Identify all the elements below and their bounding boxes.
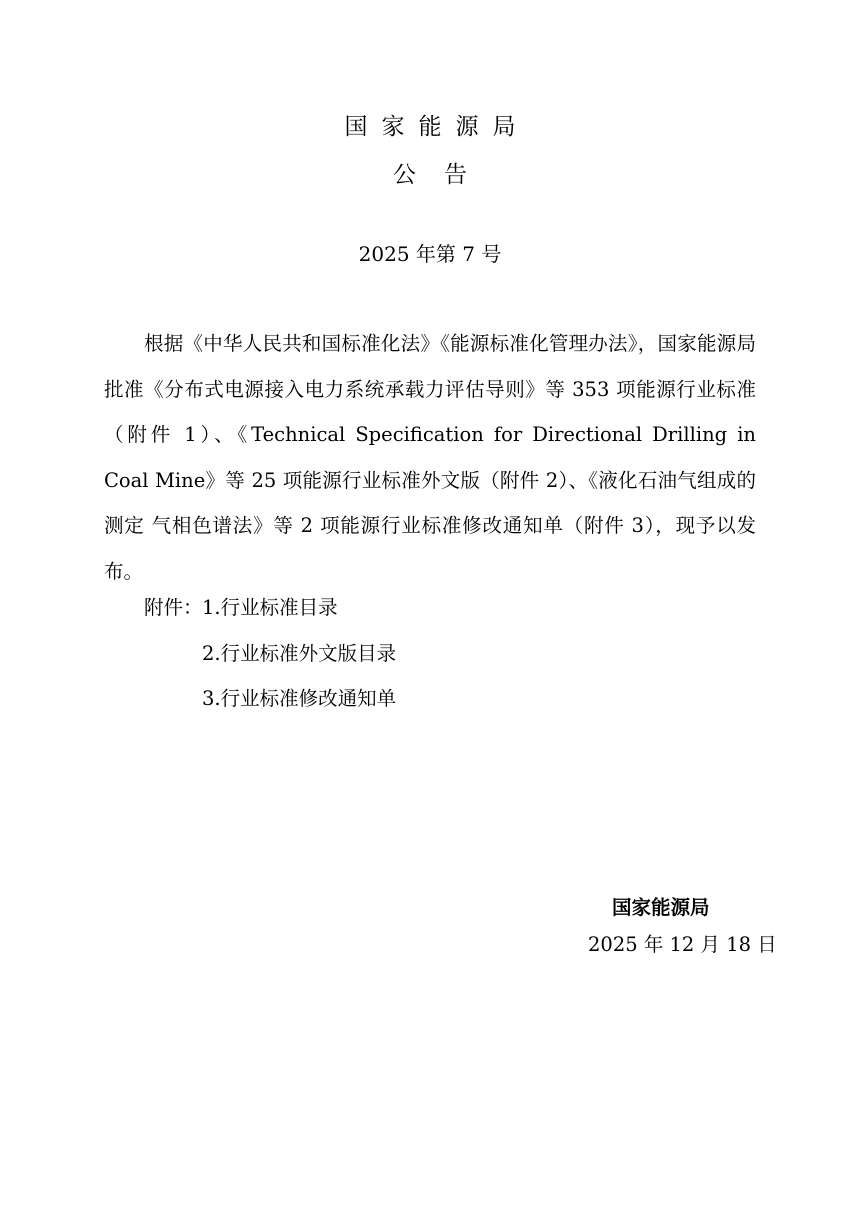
attachment-item [144,585,396,631]
attachment-item-label: 1.行业标准目录 [202,596,338,619]
attachments-list [144,585,396,722]
document-number: 2025 年第 7 号 [358,242,502,266]
attachment-indent [144,631,202,677]
attachment-item-label: 2.行业标准外文版目录 [202,641,397,665]
document-type-title: 公告 [393,162,495,188]
attachments-label: 附件： [144,596,203,619]
attachment-item [144,631,396,677]
signature-date: 2025 年 12 月 18 日 [588,933,777,956]
issuing-organization-title: 国家能源局 [344,114,530,140]
signature-organization: 国家能源局 [612,896,710,919]
attachment-indent [144,676,202,722]
attachment-item-label: 3.行业标准修改通知单 [202,687,397,710]
attachment-item [144,676,396,722]
announcement-body-paragraph: 根据《中华人民共和国标准化法》《能源标准化管理办法》，国家能源局批准《分布式电源接入电力系统承载力评估导则》等 353 项能源行业标准（附件 1）、《Technical Specification for Directional Drilling in Coal Mine》等 25 项能源行业标准外文版（附件 2）、《液化石油气组成的测定 气相色谱法》等 2 项能源行业标准修改通知单（附件 3），现予以发布。 [104,332,756,583]
